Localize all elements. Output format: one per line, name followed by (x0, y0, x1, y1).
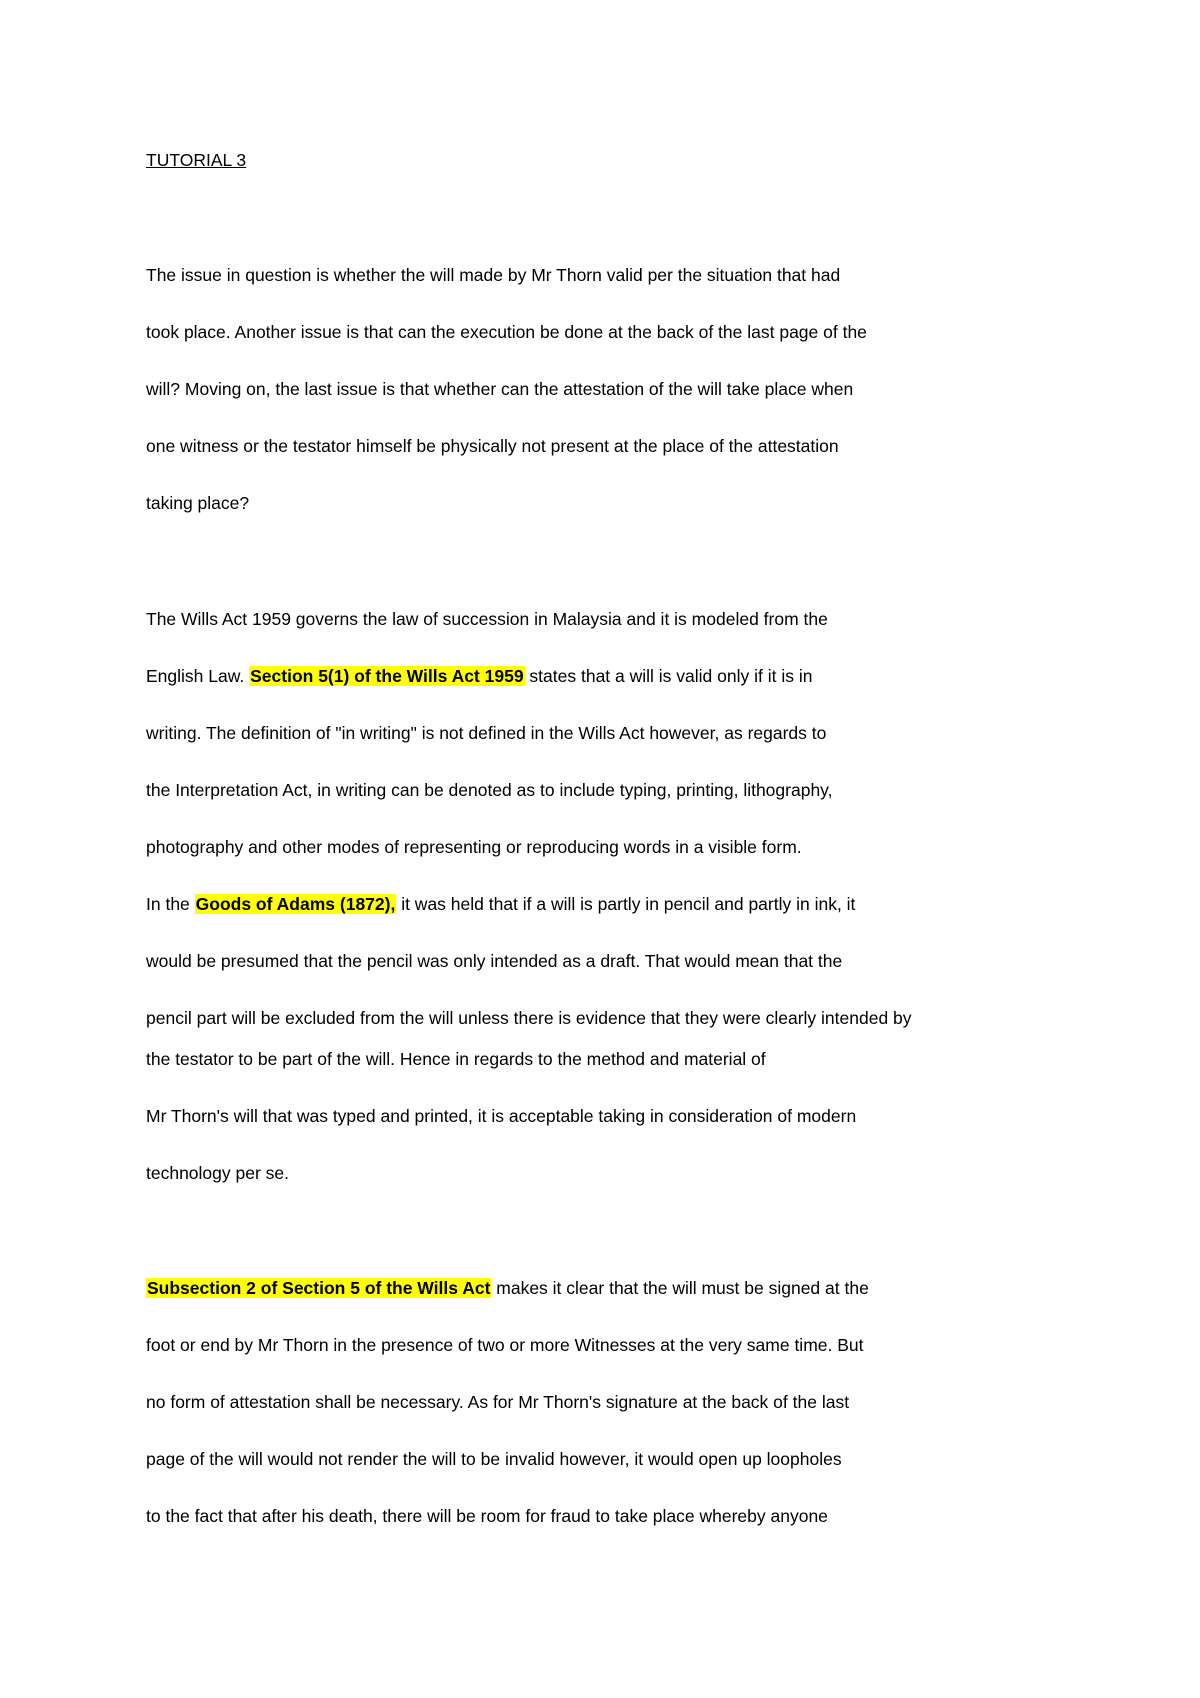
paragraph-3-line-4: page of the will would not render the will to be invalid however, it would open up loopholes (146, 1449, 842, 1469)
document-title: TUTORIAL 3 (146, 150, 247, 170)
paragraph-1-line-1: The issue in question is whether the will made by Mr Thorn valid per the situation that had (146, 265, 841, 285)
paragraph-2-line-6 (146, 893, 855, 915)
paragraph-3-line-5: to the fact that after his death, there will be room for fraud to take place whereby anyone (146, 1506, 828, 1526)
highlighted-citation: Subsection 2 of Section 5 of the Wills Act (147, 1278, 491, 1298)
paragraph-2-line-3: writing. The definition of "in writing" is not defined in the Wills Act however, as regards to (146, 723, 827, 743)
paragraph-2-line-2 (146, 665, 812, 687)
paragraph-1-line-4: one witness or the testator himself be physically not present at the place of the attestation (146, 436, 839, 456)
paragraph-3-line-3: no form of attestation shall be necessary. As for Mr Thorn's signature at the back of the last (146, 1392, 850, 1412)
paragraph-1-line-5: taking place? (146, 493, 250, 513)
paragraph-2-line-7: would be presumed that the pencil was only intended as a draft. That would mean that the (146, 951, 843, 971)
paragraph-2-line-9: the testator to be part of the will. Hence in regards to the method and material of (146, 1049, 766, 1069)
highlighted-citation: Section 5(1) of the Wills Act 1959 (250, 666, 524, 686)
text-segment: English Law. (146, 666, 250, 686)
paragraph-2-line-8: pencil part will be excluded from the will unless there is evidence that they were clearly intended by (146, 1008, 912, 1028)
paragraph-1-line-3: will? Moving on, the last issue is that whether can the attestation of the will take place when (146, 379, 854, 399)
text-segment: it was held that if a will is partly in pencil and partly in ink, it (396, 894, 856, 914)
paragraph-3-line-2: foot or end by Mr Thorn in the presence of two or more Witnesses at the very same time. But (146, 1335, 864, 1355)
paragraph-2-line-5: photography and other modes of representing or reproducing words in a visible form. (146, 837, 802, 857)
paragraph-2-line-11: technology per se. (146, 1163, 290, 1183)
paragraph-1-line-2: took place. Another issue is that can the execution be done at the back of the last page of the (146, 322, 867, 342)
text-segment: makes it clear that the will must be signed at the (491, 1278, 869, 1298)
text-segment: In the (146, 894, 195, 914)
text-segment: states that a will is valid only if it is in (524, 666, 813, 686)
paragraph-2-line-4: the Interpretation Act, in writing can be denoted as to include typing, printing, lithography, (146, 780, 833, 800)
highlighted-citation: Goods of Adams (1872), (195, 894, 396, 914)
paragraph-2-line-10: Mr Thorn's will that was typed and printed, it is acceptable taking in consideration of modern (146, 1106, 857, 1126)
paragraph-3-line-1 (146, 1277, 869, 1299)
paragraph-2-line-1: The Wills Act 1959 governs the law of succession in Malaysia and it is modeled from the (146, 609, 828, 629)
